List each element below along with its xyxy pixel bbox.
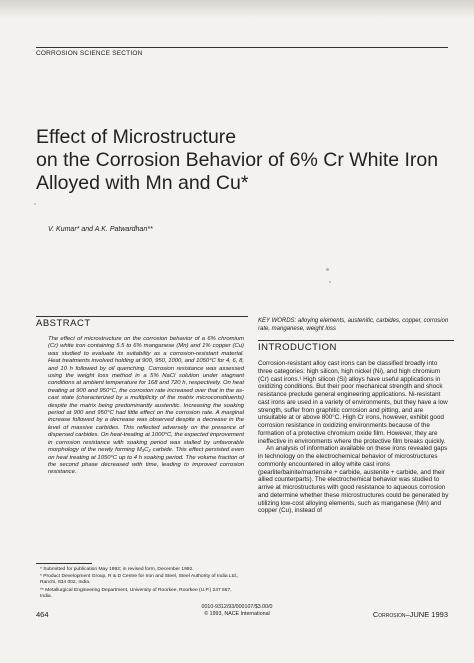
introduction-rule <box>258 340 454 341</box>
article-title <box>36 126 456 195</box>
footnotes <box>40 567 240 601</box>
journal-name: Corrosion <box>372 610 406 619</box>
footnote-rule <box>36 563 92 564</box>
issn-line: 0010-9312/93/000107/$3.00/0 <box>201 604 273 610</box>
abstract-rule <box>36 316 248 317</box>
scan-speck <box>326 268 329 271</box>
page-number: 464 <box>36 610 49 619</box>
scan-speck <box>329 281 331 283</box>
journal-footer <box>373 610 448 619</box>
abstract-heading-block <box>36 316 248 329</box>
issn-copyright <box>176 604 298 617</box>
footnote: ** Metallurgical Engineering Department, University of Roorkee, Roorkee (U.P.) 247 667, India. <box>40 587 232 599</box>
journal-issue: –JUNE 1993 <box>405 610 448 619</box>
footnote: * Submitted for publication May 1992; in revised form, December 1992. <box>40 567 194 572</box>
authors: V. Kumar* and A.K. Patwardhan** <box>48 226 153 233</box>
introduction-body <box>258 360 452 515</box>
title-line: Effect of Microstructure <box>36 126 237 148</box>
title-line: on the Corrosion Behavior of 6% Cr White Iron <box>36 149 439 171</box>
scan-speck <box>34 203 36 205</box>
introduction-heading-block <box>258 340 454 353</box>
keywords: KEY WORDS: alloying elements, austenitic, carbides, copper, corrosion rate, manganese, weight loss <box>258 318 449 332</box>
title-line: Alloyed with Mn and Cu* <box>36 172 249 194</box>
section-label: CORROSION SCIENCE SECTION <box>36 50 143 57</box>
abstract-body: The effect of microstructure on the corrosion behavior of a 6% chromium (Cr) white iron containing 5.5 to 6% manganese (Mn) and 1% copper (Cu) was studied to evaluate its suitability as a corrosion-resistant material. Heat treatments involved holding at 900, 950, 1000, and 1050°C for 4, 6, 8, and 10 h followed by oil quenching. Corrosion resistance was assessed using the weight loss method in a 5% NaCl solution under stagnant conditions at ambient temperature for 168 and 720 h, respectively. On heat treating at 900 and 950°C, the corrosion rate increased over that in the as-cast state (characterized by a multiplicity of the matrix microconstituents) despite the matrix being predominantly austenitic. Increasing the soaking period at 900 and 950°C had little effect on the corrosion rate. A marginal increase followed by a decrease was observed despite a decrease in the level of massive carbides. This reflected adversely on the presence of dispersed carbides. On heat-treating at 1000°C, the expected improvement in corrosion resistance with soaking period was stalled by unfavorable morphology of the newly forming M₃C₂ carbide. This effect persisted even on heat treating at 1050°C up to 4 h soaking period. The volume fraction of the second phase decreased with time, leading to improved corrosion resistance. <box>48 336 244 476</box>
introduction-paragraph: Corrosion-resistant alloy cast irons can be classified broadly into three categories: high silicon, high nickel (Ni), and high chromium (Cr) cast irons.¹ High silicon (Si) alloys have useful applications in oxidizing conditions. But their poor mechanical strength and shock resistance preclude general engineering applications. Ni-resistant cast irons are used in a variety of environments, but they have a low strength, suffer from graphitic corrosion and pitting, and are unsuitable at or above 800°C. High Cr irons, however, exhibit good corrosion resistance in oxidizing environments because of the formation of a protective chromium oxide film. However, they are ineffective in environments where the protective film breaks quickly. <box>258 360 448 445</box>
introduction-paragraph: An analysis of information available on these irons revealed gaps in technology on the electrochemical behavior of microstructures commonly encountered in alloy white cast irons (pearlite/bainite/martensite + carbide, austenite + carbide, and their allied counterparts). The electrochemical behavior was studied to arrive at microstructures with good resistance to aqueous corrosion and determine whether these microstructures could be generated by utilizing low-cost alloying elements, such as manganese (Mn) and copper (Cu), instead of <box>258 445 449 515</box>
copyright-line: © 1993, NACE International <box>204 610 270 617</box>
section-rule <box>36 47 448 48</box>
footnote: * Product Development Group, R & D Centre for Iron and Steel, Steel Authority of India Ltd., Ranchi, 834 002, India. <box>40 574 239 586</box>
introduction-heading: INTRODUCTION <box>258 342 337 353</box>
abstract-heading: ABSTRACT <box>36 318 91 329</box>
scan-shadow <box>0 0 474 18</box>
